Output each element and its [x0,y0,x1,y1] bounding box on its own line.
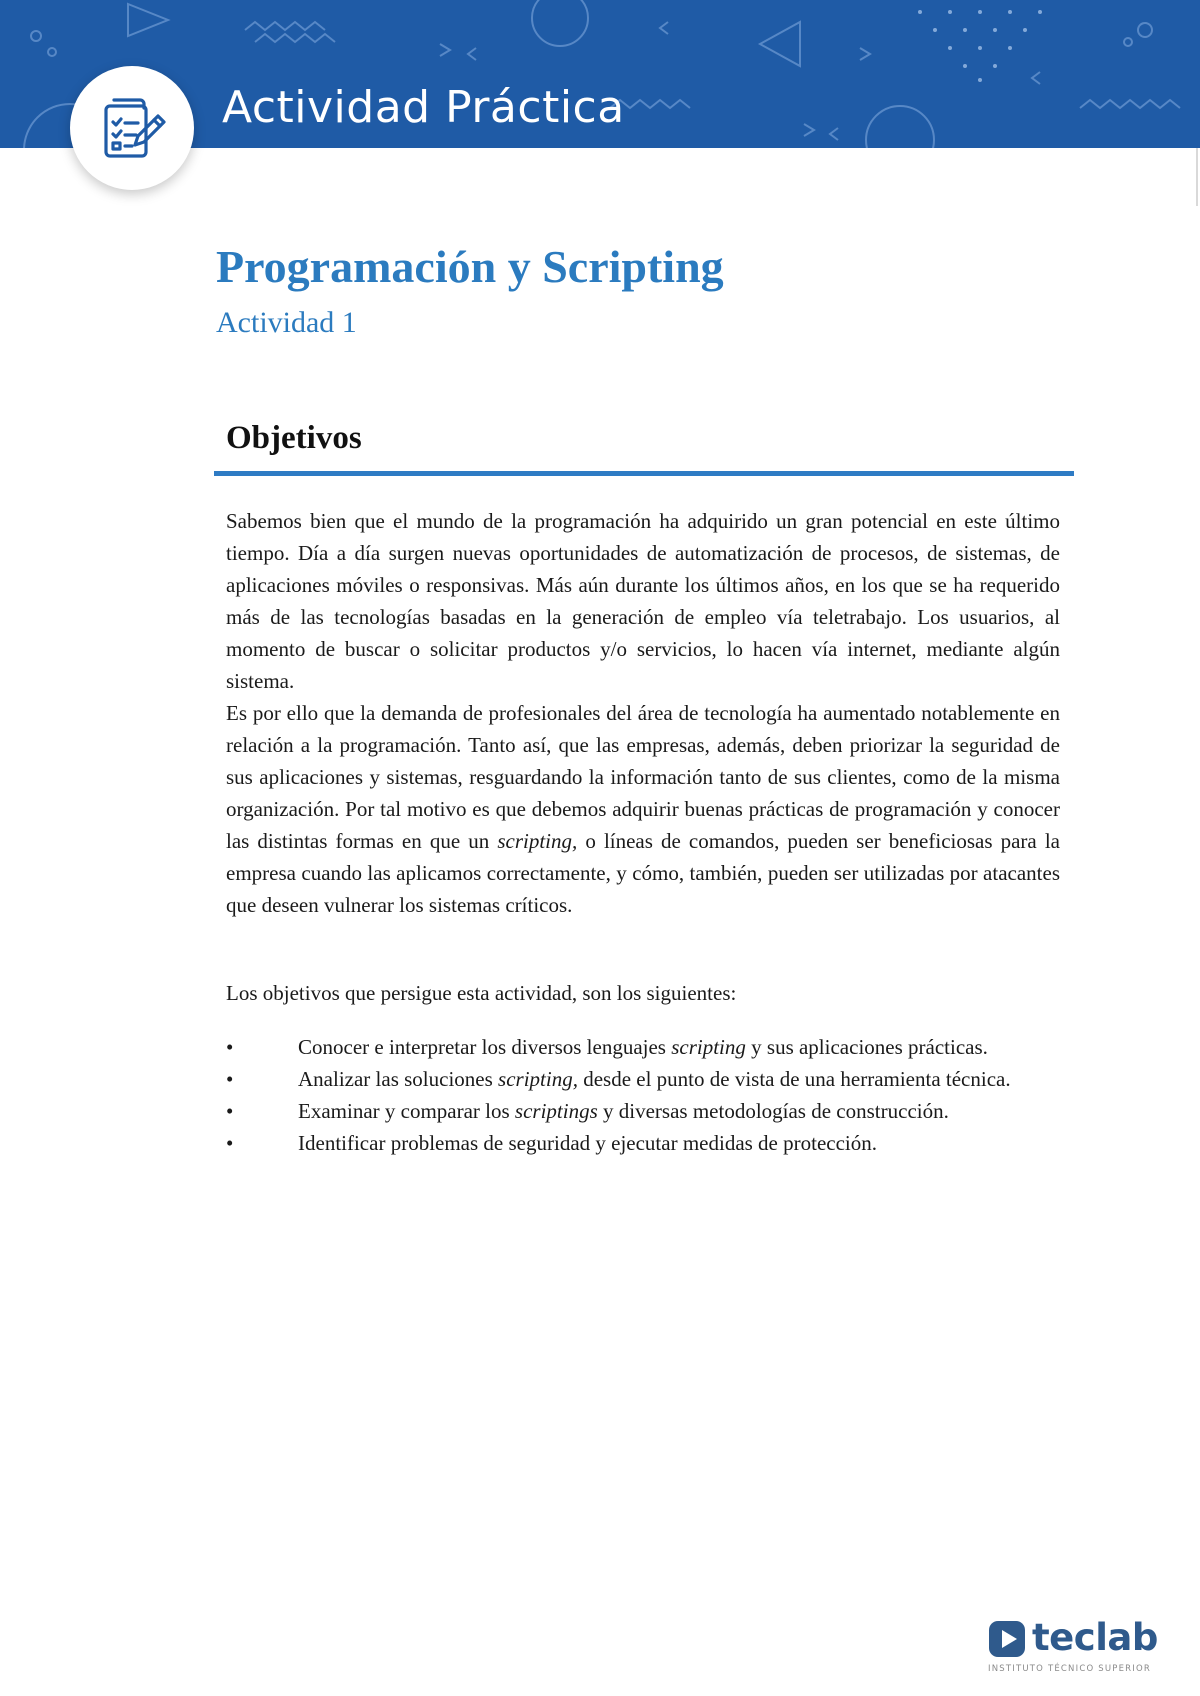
paragraph-2 [226,697,1060,921]
list-item [226,1095,1060,1127]
bullet: • [226,1099,234,1123]
activity-badge [70,66,194,190]
paragraph-2-emphasis: scripting, [497,829,578,853]
document-title: Programación y Scripting [216,241,724,292]
list-item-text-end: y sus aplicaciones prácticas. [745,1035,988,1059]
teclab-logo [986,1616,1166,1680]
list-item [226,1031,1060,1063]
section-heading: Objetivos [226,420,362,456]
logo-wordmark: teclab [1032,1616,1158,1659]
list-item-text: Analizar las soluciones [298,1067,499,1091]
list-item-text: Examinar y comparar los [298,1099,515,1123]
paragraph-2-text-b: o líneas de comandos, pueden ser beneficiosas para la empresa cuando las aplicamos correctamente, y cómo, también, pueden ser utilizadas por atacantes que deseen vulnerar los sistemas críticos. [226,829,1060,917]
play-icon [988,1620,1028,1660]
document-subtitle: Actividad 1 [216,306,357,339]
list-item-text-end: y diversas metodologías de construcción. [597,1099,949,1123]
list-item-emphasis: scriptings [514,1099,598,1123]
banner-title: Actividad Práctica [222,82,625,133]
objectives-body [226,505,1060,921]
list-item-text-end: desde el punto de vista de una herramienta técnica. [577,1067,1011,1091]
objectives-intro: Los objetivos que persigue esta actividad, son los siguientes: [226,981,737,1005]
bullet: • [226,1035,234,1059]
document-checklist-icon [96,92,168,164]
list-item-text: Identificar problemas de seguridad y ejecutar medidas de protección. [298,1131,878,1155]
list-item-emphasis: scripting, [498,1067,578,1091]
bullet: • [226,1131,234,1155]
list-item [226,1063,1060,1095]
paragraph-2-text-a: Es por ello que la demanda de profesionales del área de tecnología ha aumentado notablemente en relación a la programación. Tanto así, que las empresas, además, deben priorizar la seguridad de sus aplicaciones y sistemas, resguardando la información tanto de sus clientes, como de la misma organización. Por tal motivo es que debemos adquirir buenas prácticas de programación y conocer las distintas formas en que un [226,701,1060,853]
logo-subtitle: INSTITUTO TÉCNICO SUPERIOR [988,1664,1151,1674]
bullet: • [226,1067,234,1091]
paragraph-1: Sabemos bien que el mundo de la programación ha adquirido un gran potencial en este último tiempo. Día a día surgen nuevas oportunidades de automatización de procesos, de sistemas, de aplicaciones móviles o responsivas. Más aún durante los últimos años, en los que se ha requerido más de las tecnologías basadas en la generación de empleo vía teletrabajo. Los usuarios, al momento de buscar o solicitar productos y/o servicios, lo hacen vía internet, mediante algún sistema. [226,509,1060,693]
list-item-text: Conocer e interpretar los diversos lenguajes [298,1035,672,1059]
page-edge [1196,148,1198,206]
list-item-emphasis: scripting [671,1035,746,1059]
list-item [226,1127,1060,1159]
section-divider [214,471,1074,476]
objectives-list [226,1031,1060,1159]
